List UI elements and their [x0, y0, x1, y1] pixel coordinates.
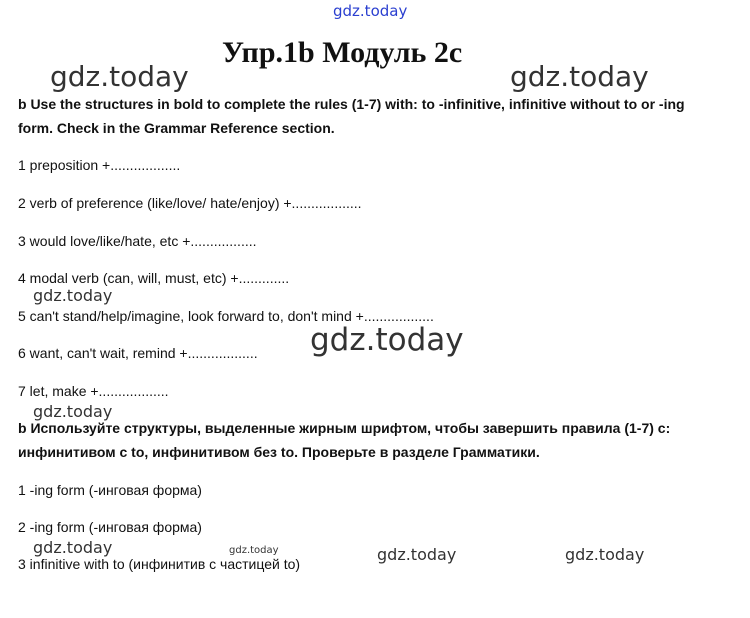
rule-item: 2 verb of preference (like/love/ hate/enjoy) +.................. — [18, 195, 362, 211]
watermark-bottom-mid: gdz.today — [377, 545, 457, 564]
watermark-right: gdz.today — [510, 60, 649, 93]
watermark-small: gdz.today — [33, 402, 113, 421]
rule-item: 6 want, can't wait, remind +.................. — [18, 345, 258, 361]
rule-item: 5 can't stand/help/imagine, look forward to, don't mind +.................. — [18, 308, 434, 324]
instruction-ru-line1: b Используйте структуры, выделенные жирным шрифтом, чтобы завершить правила (1-7) с: — [18, 420, 671, 436]
instruction-en-line1: b Use the structures in bold to complete the rules (1-7) with: to -infinitive, infinitive without to or -ing — [18, 96, 685, 112]
page-title: Упр.1b Модуль 2c — [222, 36, 463, 69]
watermark-top: gdz.today — [333, 2, 408, 20]
watermark-left: gdz.today — [50, 60, 189, 93]
watermark-bottom-right: gdz.today — [565, 545, 645, 564]
watermark-center: gdz.today — [310, 322, 464, 358]
instruction-en-line2: form. Check in the Grammar Reference section. — [18, 120, 335, 136]
rule-item: 7 let, make +.................. — [18, 383, 169, 399]
watermark-tiny: gdz.today — [229, 545, 279, 556]
watermark-small: gdz.today — [33, 538, 113, 557]
rule-item: 1 preposition +.................. — [18, 157, 181, 173]
rule-item: 3 would love/like/hate, etc +................. — [18, 233, 257, 249]
instruction-ru-line2: инфинитивом с to, инфинитивом без to. Проверьте в разделе Грамматики. — [18, 444, 540, 460]
rule-item: 4 modal verb (can, will, must, etc) +............. — [18, 270, 290, 286]
answer-item: 1 -ing form (-инговая форма) — [18, 482, 202, 498]
watermark-small: gdz.today — [33, 286, 113, 305]
answer-item: 2 -ing form (-инговая форма) — [18, 519, 202, 535]
answer-item: 3 infinitive with to (инфинитив с частицей to) — [18, 556, 301, 572]
